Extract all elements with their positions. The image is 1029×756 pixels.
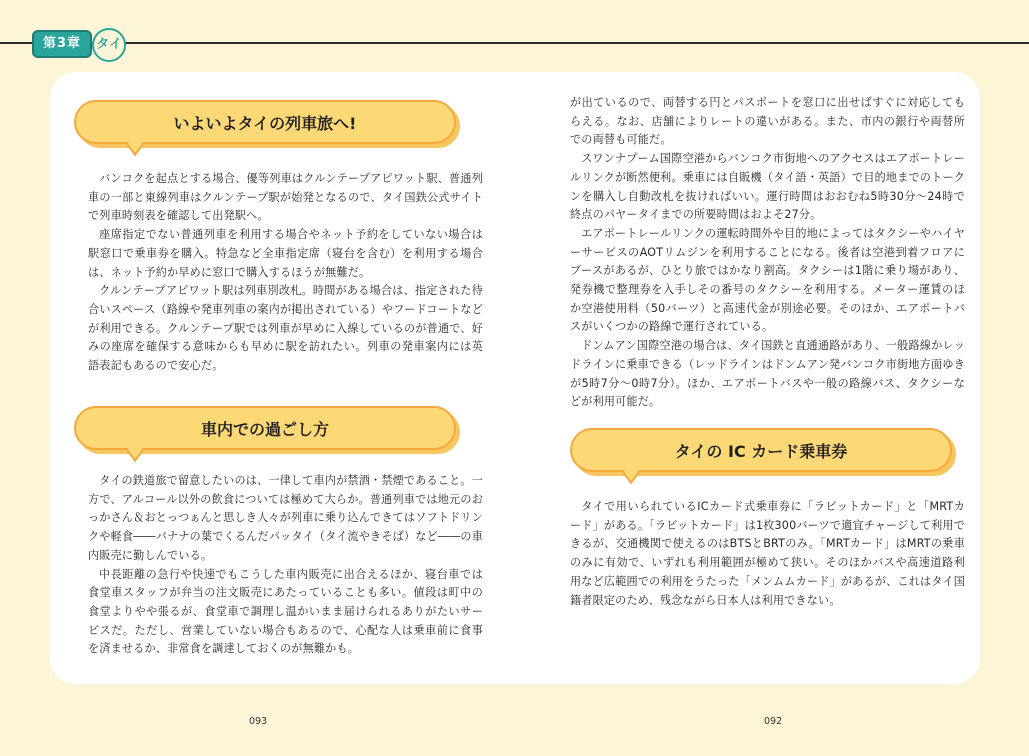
chapter-header xyxy=(0,26,1029,60)
paragraph: 座席指定でない普通列車を利用する場合やネット予約をしていない場合は駅窓口で乗車券を購入。特急など全車指定席（寝台を含む）を利用する場合は、ネット予約か早めに窓口で購入するほうが無難だ。 xyxy=(88,228,483,279)
country-label: タイ xyxy=(92,28,126,62)
section-body-train-trip xyxy=(88,170,483,376)
section-heading-onboard: 車内での過ごし方 xyxy=(74,406,456,450)
paragraph: クルンテープアピワット駅は列車別改札。時間がある場合は、指定された待合いスペース（路線や発車列車の案内が掲出されている）やフードコートなどが利用できる。クルンテープ駅では列車が早めに入線しているのが普通で、好みの座席を確保する意味からも早めに駅を訪れたい。列車の発車案内には英語表記もあるので安心だ。 xyxy=(88,284,483,373)
paragraph: スワンナプーム国際空港からバンコク市街地へのアクセスはエアポートレールリンクが断然便利。乗車には自販機（タイ語・英語）で目的地までのトークンを購入し自動改札を抜ければいい。運行時間はおおむね5時30分～24時で終点のパヤータイまでの所要時間はおよそ27分。 xyxy=(570,152,965,222)
section-body-onboard xyxy=(88,472,483,659)
section-heading-train-trip: いよいよタイの列車旅へ! xyxy=(74,100,456,144)
header-rule xyxy=(0,42,1029,44)
content-card xyxy=(50,72,980,684)
chapter-badge: 第3章 xyxy=(32,30,92,58)
paragraph: が出ているので、両替する円とパスポートを窓口に出せばすぐに対応してもらえる。なお、店舗によりレートの違いがある。また、市内の銀行や両替所での両替も可能だ。 xyxy=(570,96,965,147)
paragraph: エアポートレールリンクの運転時間外や目的地によってはタクシーやハイヤーサービスのAOTリムジンを利用することになる。後者は空港到着フロアにブースがあるが、ひとり旅ではかなり割高。タクシーは1階に乗り場があり、発券機で整理券を入手しその番号のタクシーを利用する。メーター運賃のほか空港使用料（50バーツ）と高速代金が別途必要。そのほか、エアポートバスがいくつかの路線で運行されている。 xyxy=(570,226,965,334)
section-body-ic-card xyxy=(570,498,965,610)
paragraph: タイで用いられているICカード式乗車券に「ラビットカード」と「MRTカード」がある。「ラビットカード」は1枚300バーツで適宜チャージして利用できるが、交通機関で使えるのはBTSとBRTのみ。「MRTカード」はMRTの乗車のみに有効で、いずれも利用範囲が極めて狭い。そのほかバスや高速道路利用など広範囲での利用をうたった「メンムムカード」があるが、これはタイ国籍者限定のため、残念ながら日本人は利用できない。 xyxy=(570,500,965,607)
page-number-right: 092 xyxy=(764,716,783,727)
paragraph: タイの鉄道旅で留意したいのは、一律して車内が禁酒・禁煙であること。一方で、アルコール以外の飲食については極めて大らか。普通列車では地元のおっかさん＆おとっつぁんと思しき人々が列車に乗り込んできてはソフトドリンクや軽食――バナナの葉でくるんだパッタイ（タイ流やきそば）など――の車内販売に勤しんでいる。 xyxy=(88,474,483,562)
page-number-left: 093 xyxy=(249,716,268,727)
section-heading-ic-card: タイの IC カード乗車券 xyxy=(570,428,952,472)
paragraph: ドンムアン国際空港の場合は、タイ国鉄と直通通路があり、一般路線かレッドラインに乗車できる（レッドラインはドンムアン発バンコク市街地方面ゆきが5時7分～0時7分）。ほか、エアポートバスや一般の路線バス、タクシーなどが利用可能だ。 xyxy=(570,339,965,409)
paragraph: バンコクを起点とする場合、優等列車はクルンテープアピワット駅、普通列車の一部と東線列車はクルンテープ駅が始発となるので、タイ国鉄公式サイトで列車時刻表を確認して出発駅へ。 xyxy=(88,172,483,223)
section-body-airport-access xyxy=(570,94,965,412)
paragraph: 中長距離の急行や快速でもこうした車内販売に出合えるほか、寝台車では食堂車スタッフが弁当の注文販売にあたっていることも多い。値段は町中の食堂よりやや張るが、食堂車で調理し温かいまま届けられるありがたいサービスだ。ただし、営業していない場合もあるので、心配な人は乗車前に食事を済ませるか、非常食を調達しておくのが無難かも。 xyxy=(88,567,483,656)
